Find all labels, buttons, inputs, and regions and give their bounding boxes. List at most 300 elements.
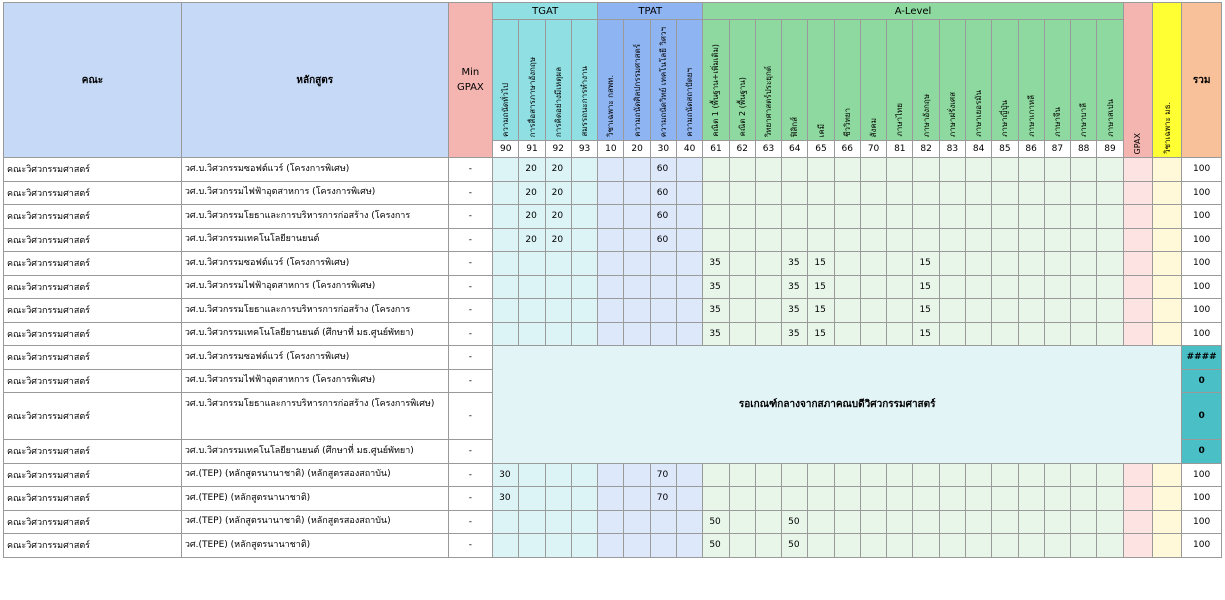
- score-cell: [598, 228, 624, 252]
- score-cell: [808, 205, 834, 229]
- table-body: [4, 158, 1222, 558]
- score-cell: 35: [782, 252, 808, 276]
- score-cell: 15: [808, 275, 834, 299]
- score-cell: [650, 534, 676, 558]
- score-cell: [677, 510, 703, 534]
- gpax-cell: [1123, 534, 1152, 558]
- program-cell: วศ.บ.วิศวกรรมเทคโนโลยียานยนต์ (ศึกษาที่ มธ.ศูนย์พัทยา): [181, 440, 448, 464]
- score-cell: [834, 181, 860, 205]
- total-cell: 100: [1182, 463, 1222, 487]
- score-cell: [755, 487, 781, 511]
- subject-code: 64: [782, 141, 808, 158]
- score-cell: 15: [913, 299, 939, 323]
- score-cell: [729, 299, 755, 323]
- score-cell: [808, 181, 834, 205]
- score-cell: [992, 228, 1018, 252]
- score-cell: [1044, 275, 1070, 299]
- score-cell: [677, 158, 703, 182]
- program-cell: วศ.บ.วิศวกรรมโยธาและการบริหารการก่อสร้าง (โครงการ: [181, 299, 448, 323]
- total-cell: 0: [1182, 440, 1222, 464]
- gpax-cell: [1123, 510, 1152, 534]
- score-cell: [493, 228, 519, 252]
- score-cell: [1097, 510, 1123, 534]
- score-cell: [598, 487, 624, 511]
- score-cell: [992, 463, 1018, 487]
- score-cell: 35: [782, 275, 808, 299]
- score-cell: [860, 181, 886, 205]
- score-cell: [598, 205, 624, 229]
- subject-code: 70: [860, 141, 886, 158]
- score-cell: [992, 275, 1018, 299]
- special-subject-header: วิชาเฉพาะ มธ.: [1153, 3, 1182, 158]
- score-cell: 15: [808, 252, 834, 276]
- gpax-cell: [1123, 181, 1152, 205]
- score-cell: [887, 228, 913, 252]
- score-cell: [677, 252, 703, 276]
- total-cell: 100: [1182, 510, 1222, 534]
- total-cell: ####: [1182, 346, 1222, 370]
- score-cell: 35: [703, 252, 729, 276]
- special-subject-cell: [1153, 181, 1182, 205]
- min-gpax-cell: -: [448, 440, 492, 464]
- score-cell: [887, 181, 913, 205]
- score-cell: [939, 463, 965, 487]
- score-cell: [887, 158, 913, 182]
- score-cell: [571, 205, 597, 229]
- total-cell: 100: [1182, 205, 1222, 229]
- score-cell: [1097, 228, 1123, 252]
- score-cell: [1044, 299, 1070, 323]
- score-cell: [755, 181, 781, 205]
- table-row: [4, 181, 1222, 205]
- score-cell: [939, 299, 965, 323]
- score-cell: 15: [913, 252, 939, 276]
- score-cell: [1071, 158, 1097, 182]
- total-cell: 100: [1182, 275, 1222, 299]
- subject-code: 86: [1018, 141, 1044, 158]
- score-cell: [1044, 463, 1070, 487]
- gpax-cell: [1123, 205, 1152, 229]
- score-cell: [624, 252, 650, 276]
- score-cell: [1097, 299, 1123, 323]
- score-cell: 35: [703, 275, 729, 299]
- special-subject-cell: [1153, 463, 1182, 487]
- tgat-group-header: TGAT: [493, 3, 598, 20]
- score-cell: 60: [650, 205, 676, 229]
- score-cell: [782, 158, 808, 182]
- score-cell: [834, 252, 860, 276]
- score-cell: [703, 463, 729, 487]
- score-cell: [808, 534, 834, 558]
- subject-header-label: คณิต 2 (พื้นฐาน): [729, 20, 755, 141]
- score-cell: [965, 322, 991, 346]
- gpax-cell: [1123, 252, 1152, 276]
- score-cell: [992, 181, 1018, 205]
- score-cell: [598, 299, 624, 323]
- faculty-cell: คณะวิศวกรรมศาสตร์: [4, 322, 182, 346]
- score-cell: 60: [650, 181, 676, 205]
- score-cell: [650, 275, 676, 299]
- min-gpax-cell: -: [448, 510, 492, 534]
- score-cell: [729, 510, 755, 534]
- gpax-cell: [1123, 463, 1152, 487]
- score-cell: [598, 322, 624, 346]
- subject-header-label: การคิดอย่างมีเหตุผล: [545, 20, 571, 141]
- subject-header-label: ความถนัดสถาปัตยฯ: [677, 20, 703, 141]
- total-cell: 0: [1182, 369, 1222, 393]
- score-cell: [1071, 181, 1097, 205]
- special-subject-cell: [1153, 252, 1182, 276]
- score-cell: 20: [519, 205, 545, 229]
- score-cell: [808, 158, 834, 182]
- score-cell: [1071, 228, 1097, 252]
- subject-code: 40: [677, 141, 703, 158]
- score-cell: [808, 228, 834, 252]
- score-cell: [729, 252, 755, 276]
- score-cell: [571, 322, 597, 346]
- special-subject-cell: [1153, 299, 1182, 323]
- score-cell: [860, 275, 886, 299]
- faculty-cell: คณะวิศวกรรมศาสตร์: [4, 205, 182, 229]
- score-cell: [571, 275, 597, 299]
- score-cell: [571, 252, 597, 276]
- subject-header-label: ความถนัดศิลปกรรมศาสตร์: [624, 20, 650, 141]
- score-cell: [887, 275, 913, 299]
- score-cell: [992, 205, 1018, 229]
- subject-code: 87: [1044, 141, 1070, 158]
- subject-code: 81: [887, 141, 913, 158]
- score-cell: [624, 534, 650, 558]
- subject-header-label: ภาษาญี่ปุ่น: [992, 20, 1018, 141]
- score-cell: [834, 275, 860, 299]
- score-cell: [1097, 158, 1123, 182]
- score-cell: [598, 463, 624, 487]
- score-cell: [782, 487, 808, 511]
- score-cell: [703, 181, 729, 205]
- score-cell: [1044, 510, 1070, 534]
- score-cell: [598, 275, 624, 299]
- subject-code: 63: [755, 141, 781, 158]
- program-cell: วศ.บ.วิศวกรรมโยธาและการบริหารการก่อสร้าง (โครงการพิเศษ): [181, 393, 448, 440]
- table-row: [4, 275, 1222, 299]
- special-subject-cell: [1153, 510, 1182, 534]
- score-cell: [1018, 463, 1044, 487]
- table-row: [4, 205, 1222, 229]
- subject-header-label: ภาษาบาลี: [1071, 20, 1097, 141]
- faculty-cell: คณะวิศวกรรมศาสตร์: [4, 228, 182, 252]
- score-cell: [913, 463, 939, 487]
- gpax-cell: [1123, 275, 1152, 299]
- score-cell: [1097, 487, 1123, 511]
- score-cell: [834, 205, 860, 229]
- score-cell: [887, 463, 913, 487]
- score-cell: [1097, 322, 1123, 346]
- score-cell: [703, 228, 729, 252]
- score-cell: [887, 534, 913, 558]
- special-subject-cell: [1153, 487, 1182, 511]
- score-cell: 15: [808, 322, 834, 346]
- subject-code: 10: [598, 141, 624, 158]
- subject-header-label: ความถนัดวิทย์ เทคโนโลยี วิศวฯ: [650, 20, 676, 141]
- min-gpax-cell: -: [448, 346, 492, 370]
- score-cell: [545, 487, 571, 511]
- subject-header-label: ภาษาฝรั่งเศส: [939, 20, 965, 141]
- score-cell: [624, 299, 650, 323]
- faculty-cell: คณะวิศวกรรมศาสตร์: [4, 534, 182, 558]
- score-cell: [755, 228, 781, 252]
- special-subject-cell: [1153, 275, 1182, 299]
- program-cell: วศ.บ.วิศวกรรมไฟฟ้าอุตสาหการ (โครงการพิเศษ): [181, 369, 448, 393]
- score-cell: [1044, 487, 1070, 511]
- score-cell: [782, 463, 808, 487]
- score-cell: [624, 275, 650, 299]
- program-cell: วศ.บ.วิศวกรรมซอฟต์แวร์ (โครงการพิเศษ): [181, 346, 448, 370]
- score-cell: [624, 181, 650, 205]
- score-cell: [1071, 252, 1097, 276]
- score-cell: [624, 205, 650, 229]
- score-cell: [519, 275, 545, 299]
- score-cell: [834, 158, 860, 182]
- score-cell: [729, 463, 755, 487]
- score-cell: [493, 534, 519, 558]
- subject-header-label: ภาษาสเปน: [1097, 20, 1123, 141]
- score-cell: [493, 252, 519, 276]
- score-cell: [913, 228, 939, 252]
- subject-code: 92: [545, 141, 571, 158]
- subject-header-label: ความถนัดทั่วไป: [493, 20, 519, 141]
- program-cell: วศ.(TEP) (หลักสูตรนานาชาติ) (หลักสูตรสองสถาบัน): [181, 510, 448, 534]
- score-cell: 70: [650, 487, 676, 511]
- score-cell: [624, 228, 650, 252]
- score-cell: [571, 487, 597, 511]
- min-gpax-cell: -: [448, 181, 492, 205]
- score-cell: [703, 205, 729, 229]
- score-cell: [965, 463, 991, 487]
- faculty-cell: คณะวิศวกรรมศาสตร์: [4, 510, 182, 534]
- score-cell: [729, 205, 755, 229]
- table-row: [4, 299, 1222, 323]
- score-cell: [519, 252, 545, 276]
- total-cell: 100: [1182, 487, 1222, 511]
- faculty-cell: คณะวิศวกรรมศาสตร์: [4, 181, 182, 205]
- score-cell: [1018, 299, 1044, 323]
- special-subject-cell: [1153, 322, 1182, 346]
- header-group-row: [4, 3, 1222, 20]
- min-gpax-cell: -: [448, 205, 492, 229]
- score-cell: 50: [703, 534, 729, 558]
- score-cell: [939, 228, 965, 252]
- score-cell: [887, 487, 913, 511]
- score-cell: [1097, 181, 1123, 205]
- score-cell: [755, 275, 781, 299]
- score-cell: [571, 181, 597, 205]
- table-row: [4, 158, 1222, 182]
- subject-header-label: ภาษาเกาหลี: [1018, 20, 1044, 141]
- gpax-cell: [1123, 299, 1152, 323]
- faculty-cell: คณะวิศวกรรมศาสตร์: [4, 487, 182, 511]
- score-cell: [677, 299, 703, 323]
- subject-code: 91: [519, 141, 545, 158]
- score-cell: [1018, 534, 1044, 558]
- min-gpax-cell: -: [448, 252, 492, 276]
- table-row: [4, 510, 1222, 534]
- score-cell: [677, 205, 703, 229]
- score-cell: [729, 275, 755, 299]
- subject-code: 93: [571, 141, 597, 158]
- score-cell: [834, 228, 860, 252]
- total-header: รวม: [1182, 3, 1222, 158]
- score-cell: [965, 299, 991, 323]
- score-cell: [1018, 275, 1044, 299]
- score-cell: [519, 510, 545, 534]
- score-cell: [1071, 534, 1097, 558]
- score-cell: [624, 158, 650, 182]
- faculty-cell: คณะวิศวกรรมศาสตร์: [4, 252, 182, 276]
- score-cell: [913, 487, 939, 511]
- pending-criteria-notice: รอเกณฑ์กลางจากสภาคณบดีวิศวกรรมศาสตร์: [493, 346, 1182, 464]
- score-cell: [1071, 205, 1097, 229]
- score-cell: 20: [519, 158, 545, 182]
- score-cell: [992, 252, 1018, 276]
- subject-header-label: สมรรถนะการทำงาน: [571, 20, 597, 141]
- table-row: [4, 487, 1222, 511]
- score-cell: [860, 205, 886, 229]
- gpax-cell: [1123, 487, 1152, 511]
- score-cell: 50: [782, 510, 808, 534]
- score-cell: 15: [808, 299, 834, 323]
- program-cell: วศ.บ.วิศวกรรมโยธาและการบริหารการก่อสร้าง (โครงการ: [181, 205, 448, 229]
- score-cell: [755, 252, 781, 276]
- score-cell: [729, 228, 755, 252]
- admission-criteria-table: [3, 2, 1222, 558]
- score-cell: [939, 534, 965, 558]
- total-cell: 100: [1182, 252, 1222, 276]
- subject-header-label: ภาษาอังกฤษ: [913, 20, 939, 141]
- subject-header-label: ฟิสิกส์: [782, 20, 808, 141]
- special-subject-cell: [1153, 534, 1182, 558]
- score-cell: [598, 181, 624, 205]
- special-subject-cell: [1153, 158, 1182, 182]
- score-cell: [519, 463, 545, 487]
- score-cell: [571, 228, 597, 252]
- alevel-group-header: A-Level: [703, 3, 1123, 20]
- min-gpax-cell: -: [448, 275, 492, 299]
- score-cell: 35: [782, 299, 808, 323]
- program-cell: วศ.บ.วิศวกรรมซอฟต์แวร์ (โครงการพิเศษ): [181, 252, 448, 276]
- score-cell: [887, 252, 913, 276]
- subject-code: 82: [913, 141, 939, 158]
- subject-code: 20: [624, 141, 650, 158]
- score-cell: [545, 510, 571, 534]
- score-cell: [545, 252, 571, 276]
- subject-header-label: การสื่อสารภาษาอังกฤษ: [519, 20, 545, 141]
- score-cell: [493, 205, 519, 229]
- score-cell: [1018, 228, 1044, 252]
- table-header: [4, 3, 1222, 158]
- min-gpax-cell: -: [448, 393, 492, 440]
- score-cell: [1044, 181, 1070, 205]
- tpat-group-header: TPAT: [598, 3, 703, 20]
- score-cell: [624, 463, 650, 487]
- score-cell: [860, 299, 886, 323]
- score-cell: [834, 463, 860, 487]
- total-cell: 100: [1182, 181, 1222, 205]
- score-cell: [992, 158, 1018, 182]
- score-cell: [1097, 275, 1123, 299]
- score-cell: 20: [519, 181, 545, 205]
- subject-code: 62: [729, 141, 755, 158]
- table-row: [4, 534, 1222, 558]
- score-cell: [965, 510, 991, 534]
- score-cell: [493, 322, 519, 346]
- table-row: [4, 463, 1222, 487]
- score-cell: 30: [493, 463, 519, 487]
- score-cell: [650, 252, 676, 276]
- score-cell: [1044, 252, 1070, 276]
- score-cell: [965, 181, 991, 205]
- score-cell: [887, 205, 913, 229]
- subject-header-label: เคมี: [808, 20, 834, 141]
- score-cell: 60: [650, 228, 676, 252]
- score-cell: [808, 510, 834, 534]
- program-cell: วศ.บ.วิศวกรรมไฟฟ้าอุตสาหการ (โครงการพิเศษ): [181, 181, 448, 205]
- min-gpax-cell: -: [448, 487, 492, 511]
- score-cell: 35: [703, 322, 729, 346]
- score-cell: [545, 299, 571, 323]
- gpax-cell: [1123, 158, 1152, 182]
- score-cell: 50: [703, 510, 729, 534]
- score-cell: [939, 510, 965, 534]
- score-cell: [650, 299, 676, 323]
- score-cell: [571, 463, 597, 487]
- score-cell: [1044, 322, 1070, 346]
- score-cell: [887, 299, 913, 323]
- gpax-header: GPAX: [1123, 3, 1152, 158]
- score-cell: [834, 299, 860, 323]
- score-cell: [1044, 534, 1070, 558]
- subject-header-label: ภาษาจีน: [1044, 20, 1070, 141]
- score-cell: 70: [650, 463, 676, 487]
- score-cell: [650, 322, 676, 346]
- score-cell: [992, 322, 1018, 346]
- min-gpax-cell: -: [448, 369, 492, 393]
- subject-header-label: วิชาเฉพาะ กสพท.: [598, 20, 624, 141]
- score-cell: [519, 299, 545, 323]
- score-cell: [1097, 463, 1123, 487]
- score-cell: 35: [782, 322, 808, 346]
- score-cell: [755, 510, 781, 534]
- subject-header-label: ภาษาไทย: [887, 20, 913, 141]
- score-cell: [519, 534, 545, 558]
- score-cell: 50: [782, 534, 808, 558]
- score-cell: [1071, 463, 1097, 487]
- score-cell: [992, 299, 1018, 323]
- score-cell: [913, 158, 939, 182]
- score-cell: [860, 322, 886, 346]
- score-cell: [1097, 252, 1123, 276]
- score-cell: [860, 252, 886, 276]
- score-cell: [624, 510, 650, 534]
- score-cell: [965, 205, 991, 229]
- subject-code: 84: [965, 141, 991, 158]
- score-cell: [1018, 252, 1044, 276]
- faculty-cell: คณะวิศวกรรมศาสตร์: [4, 440, 182, 464]
- score-cell: 20: [545, 158, 571, 182]
- min-gpax-cell: -: [448, 158, 492, 182]
- score-cell: [1044, 158, 1070, 182]
- faculty-cell: คณะวิศวกรรมศาสตร์: [4, 346, 182, 370]
- score-cell: [729, 487, 755, 511]
